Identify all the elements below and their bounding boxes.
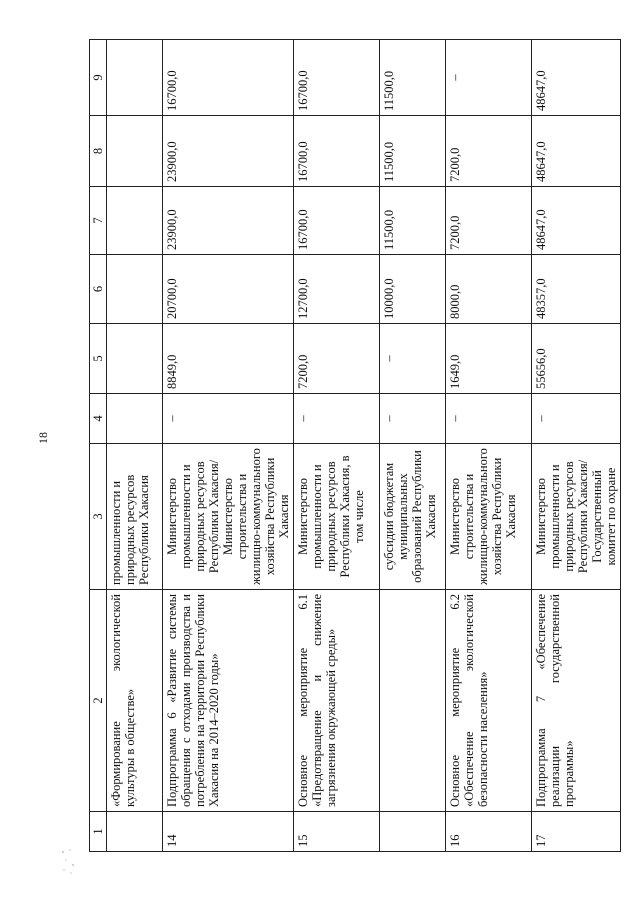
- value-cell: 7200,0: [446, 187, 532, 255]
- program-table: [89, 39, 621, 852]
- value-cell: 8849,0: [163, 324, 294, 394]
- value-cell: –: [532, 394, 621, 444]
- value-cell: 48647,0: [532, 187, 621, 255]
- header-cell: 8: [90, 116, 107, 187]
- measure-name: Основное мероприятие 6.2 «Обеспечение экологической безопасности населения»: [446, 590, 532, 812]
- value-cell: 1649,0: [446, 324, 532, 394]
- value-cell: 55656,0: [532, 324, 621, 394]
- value-cell: [107, 187, 163, 255]
- scan-mark-icon: [58, 846, 80, 876]
- value-cell: –: [446, 40, 532, 116]
- header-cell: 4: [90, 394, 107, 444]
- measure-name: [380, 590, 446, 812]
- executor-cell: Министерство строительства и жилищно-коммунального хозяйства Республики Хакасия: [446, 444, 532, 590]
- value-cell: 23900,0: [163, 116, 294, 187]
- row-number: 15: [294, 812, 380, 852]
- executor-cell: Министерство промышленности и природных ресурсов Республики Хакасия, в том числе: [294, 444, 380, 590]
- table-row: [163, 40, 294, 852]
- page-number: 18: [36, 432, 50, 444]
- value-cell: 10000,0: [380, 255, 446, 324]
- value-cell: [107, 255, 163, 324]
- table-header-row: [90, 40, 107, 852]
- row-number: [380, 812, 446, 852]
- executor-cell: Министерство промышленности и природных ресурсов Республики Хакасия/ Министерство строительства и жилищно-коммунального хозяйства Республики Хакасия: [163, 444, 294, 590]
- row-number: [107, 812, 163, 852]
- value-cell: [107, 116, 163, 187]
- header-cell: 3: [90, 444, 107, 590]
- value-cell: –: [163, 394, 294, 444]
- rotated-page: [89, 40, 618, 852]
- row-number: 16: [446, 812, 532, 852]
- row-number: 14: [163, 812, 294, 852]
- value-cell: 23900,0: [163, 187, 294, 255]
- table-row: [446, 40, 532, 852]
- value-cell: 48357,0: [532, 255, 621, 324]
- table-row-subsidy: [380, 40, 446, 852]
- value-cell: –: [446, 394, 532, 444]
- executor-cell: Министерство промышленности и природных ресурсов Республики Хакасия/ Государственный комитет по охране: [532, 444, 621, 590]
- value-cell: 7200,0: [294, 324, 380, 394]
- header-cell: 9: [90, 40, 107, 116]
- value-cell: 7200,0: [446, 116, 532, 187]
- header-cell: 5: [90, 324, 107, 394]
- value-cell: 11500,0: [380, 116, 446, 187]
- value-cell: 20700,0: [163, 255, 294, 324]
- table-row: [532, 40, 621, 852]
- measure-name: Подпрограмма 7 «Обеспечение реализации государственной программы»: [532, 590, 621, 812]
- value-cell: 16700,0: [294, 116, 380, 187]
- value-cell: 16700,0: [294, 40, 380, 116]
- value-cell: 11500,0: [380, 40, 446, 116]
- measure-name: Подпрограмма 6 «Развитие системы обращения с отходами производства и потребления на территории Республики Хакасия на 2014–2020 годы»: [163, 590, 294, 812]
- header-cell: 2: [90, 590, 107, 812]
- value-cell: 16700,0: [294, 187, 380, 255]
- value-cell: 16700,0: [163, 40, 294, 116]
- value-cell: 8000,0: [446, 255, 532, 324]
- header-cell: 6: [90, 255, 107, 324]
- value-cell: [107, 40, 163, 116]
- value-cell: [107, 324, 163, 394]
- executor-cell: промышленности и природных ресурсов Республики Хакасия: [107, 444, 163, 590]
- value-cell: –: [380, 394, 446, 444]
- measure-name: Основное мероприятие 6.1 «Предотвращение и снижение загрязнения окружающей среды»: [294, 590, 380, 812]
- value-cell: [107, 394, 163, 444]
- value-cell: –: [380, 324, 446, 394]
- measure-name: «Формирование экологической культуры в обществе»: [107, 590, 163, 812]
- row-number: 17: [532, 812, 621, 852]
- value-cell: 48647,0: [532, 116, 621, 187]
- value-cell: –: [294, 394, 380, 444]
- executor-cell: субсидии бюджетам муниципальных образований Республики Хакасия: [380, 444, 446, 590]
- header-cell: 1: [90, 812, 107, 852]
- table-row: [294, 40, 380, 852]
- table-row: [107, 40, 163, 852]
- value-cell: 48647,0: [532, 40, 621, 116]
- value-cell: 12700,0: [294, 255, 380, 324]
- header-cell: 7: [90, 187, 107, 255]
- value-cell: 11500,0: [380, 187, 446, 255]
